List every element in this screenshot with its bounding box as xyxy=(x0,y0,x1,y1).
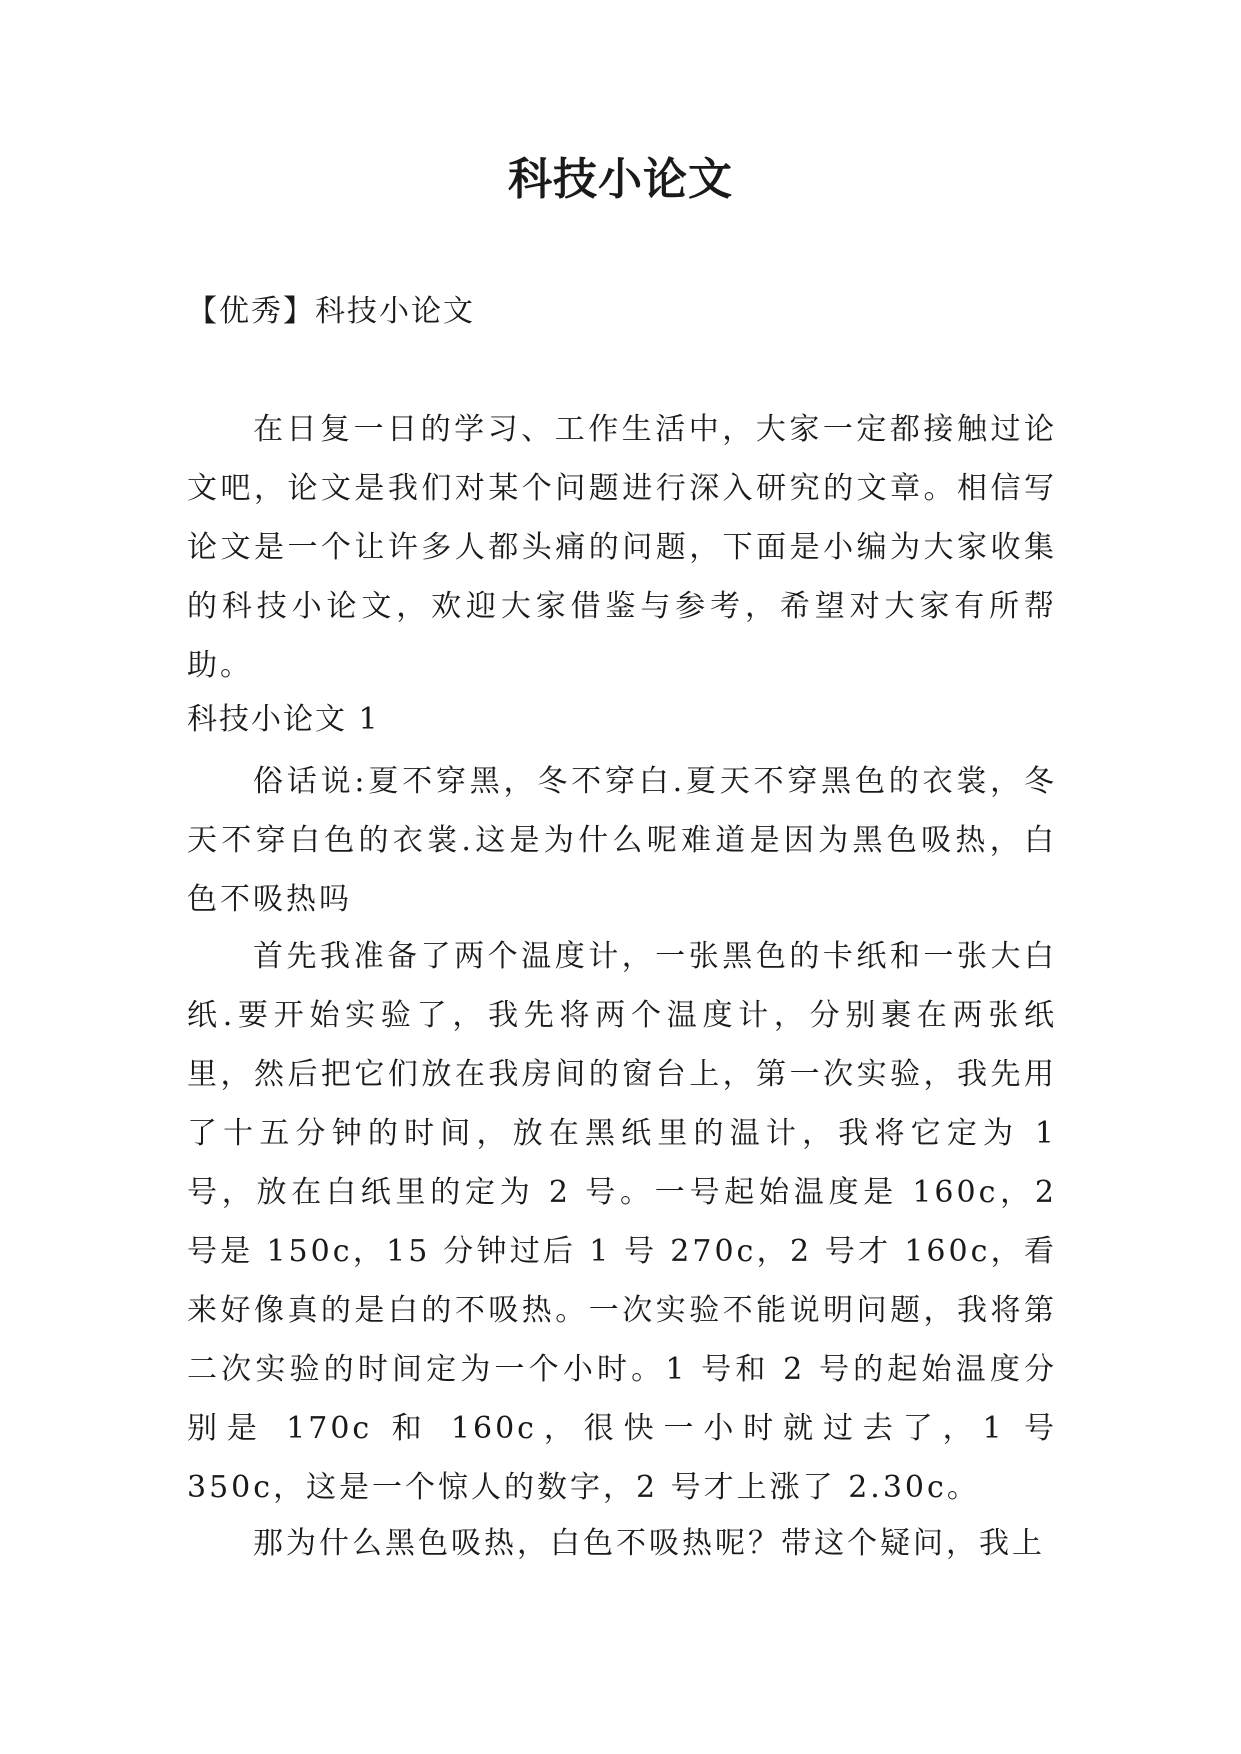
document-subtitle: 【优秀】科技小论文 xyxy=(187,294,475,329)
section-heading: 科技小论文 1 xyxy=(187,702,380,737)
intro-paragraph: 在日复一日的学习、工作生活中，大家一定都接触过论文吧，论文是我们对某个问题进行深入研究的文章。相信写论文是一个让许多人都头痛的问题，下面是小编为大家收集的科技小论文，欢迎大家借鉴与参考，希望对大家有所帮助。 xyxy=(187,412,1057,683)
body-paragraph: 俗话说:夏不穿黑，冬不穿白.夏天不穿黑色的衣裳，冬天不穿白色的衣裳.这是为什么呢难道是因为黑色吸热，白色不吸热吗 xyxy=(187,764,1057,917)
document-title: 科技小论文 xyxy=(508,154,733,205)
body-paragraph: 那为什么黑色吸热，白色不吸热呢？带这个疑问，我上 xyxy=(253,1526,1045,1561)
body-paragraph: 首先我准备了两个温度计，一张黑色的卡纸和一张大白纸.要开始实验了，我先将两个温度计，分别裹在两张纸里，然后把它们放在我房间的窗台上，第一次实验，我先用了十五分钟的时间，放在黑纸里的温计，我将它定为 1 号，放在白纸里的定为 2 号。一号起始温度是 160c，2 号是 150c，15 分钟过后 1 号 270c，2 号才 160c，看来好像真的是白的不吸热。一次实验不能说明问题，我将第二次实验的时间定为一个小时。1 号和 2 号的起始温度分别是 170c 和 160c，很快一小时就过去了，1 号 350c，这是一个惊人的数字，2 号才上涨了 2.30c。 xyxy=(187,939,1057,1505)
